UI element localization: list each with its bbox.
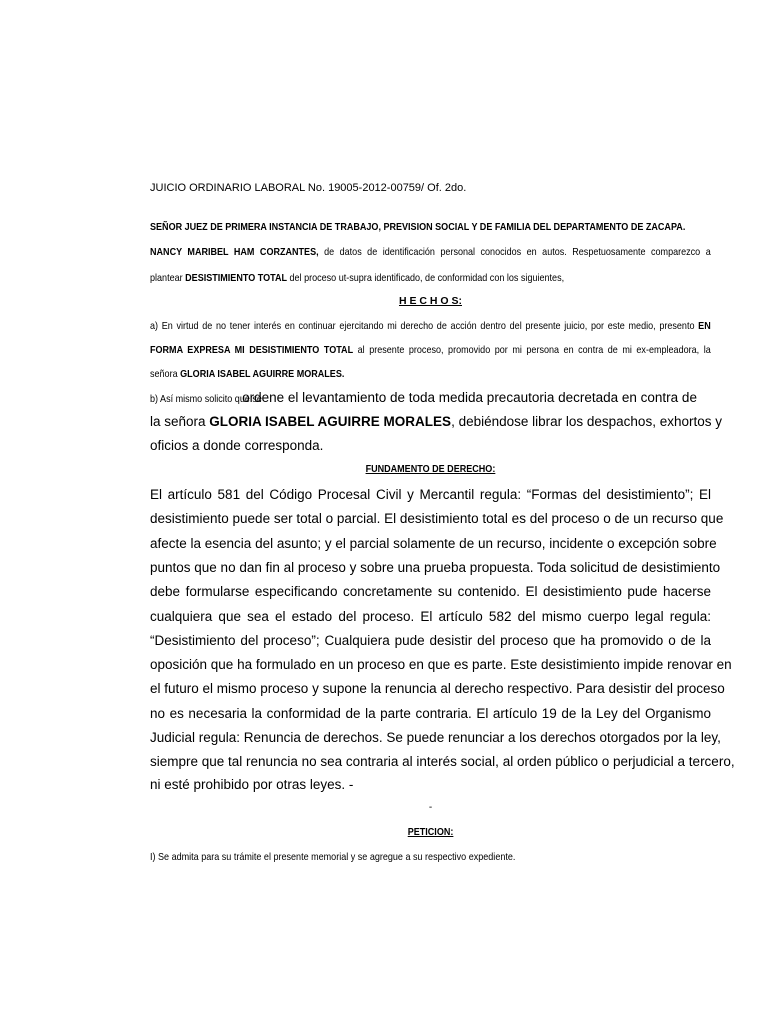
fundamento-line: siempre que tal renuncia no sea contraria al interés social, al orden público o perjudicial a tercero, — [150, 754, 735, 770]
intro-text-2b: del proceso ut-supra identificado, de conformidad con los siguientes, — [287, 272, 565, 284]
hecho-b-line-2 — [150, 414, 722, 429]
fundamento-line: desistimiento puede ser total o parcial. El desistimiento total es del proceso o de un recurso que — [150, 511, 724, 527]
hecho-a-bold-1: EN — [698, 320, 711, 332]
peticion-heading-text: PETICION: — [407, 826, 454, 838]
hechos-heading — [150, 295, 711, 307]
client-name: NANCY MARIBEL HAM CORZANTES, — [150, 246, 319, 258]
fundamento-line: no es necesaria la conformidad de la parte contraria. El artículo 19 de la Ley del Organismo — [150, 705, 711, 721]
hecho-b-text-2a: la señora — [150, 414, 210, 429]
peticion-item-1-text: I) Se admita para su trámite el presente memorial y se agregue a su respectivo expediente. — [150, 851, 516, 863]
fundamento-line: el futuro el mismo proceso y supone la renuncia al derecho respectivo. Para desistir del proceso — [150, 681, 725, 697]
desistimiento-total-label: DESISTIMIENTO TOTAL — [185, 272, 288, 284]
hecho-a-line-1 — [150, 320, 768, 332]
fundamento-line: “Desistimiento del proceso”; Cualquiera pude desistir del proceso que ha promovido o de la — [150, 632, 711, 648]
fundamento-line: Judicial regula: Renuncia de derechos. Se puede renunciar a los derechos otorgados por la ley, — [150, 730, 721, 745]
hecho-b-text-1b: ordene el levantamiento de toda medida precautoria decretada en contra de — [242, 390, 697, 405]
separator-dash: - — [428, 802, 433, 813]
intro-line-2 — [150, 272, 632, 284]
hecho-a-bold-2: FORMA EXPRESA MI DESISTIMIENTO TOTAL — [150, 344, 354, 356]
fundamento-line: El artículo 581 del Código Procesal Civil y Mercantil regula: “Formas del desistimiento”; El — [150, 487, 711, 502]
intro-line-1 — [150, 246, 768, 258]
peticion-heading — [150, 826, 711, 838]
fundamento-heading — [150, 463, 711, 475]
fundamento-line: debe formularse especificando concretamente su contenido. El desistimiento pude hacerse — [150, 584, 711, 600]
fundamento-line: afecte la esencia del asunto; y el parcial solamente de un recurso, incidente o excepción sobre — [150, 535, 717, 551]
fundamento-line: puntos que no dan fin al proceso y sobre una prueba propuesta. Toda solicitud de desistimiento — [150, 559, 721, 575]
defendant-name: GLORIA ISABEL AGUIRRE MORALES. — [180, 368, 345, 380]
hecho-b-defendant: GLORIA ISABEL AGUIRRE MORALES — [209, 414, 452, 429]
addressee-text: SEÑOR JUEZ DE PRIMERA INSTANCIA DE TRABAJO, PREVISION SOCIAL Y DE FAMILIA DEL DEPARTAMENTO DE ZACAPA. — [150, 221, 686, 233]
case-number: JUICIO ORDINARIO LABORAL No. 19005-2012-00759/ Of. 2do. — [150, 182, 467, 194]
hecho-a-text-3: señora — [150, 368, 181, 380]
addressee — [150, 221, 768, 233]
hecho-b-line-1 — [150, 389, 697, 407]
hecho-a-text-2: al presente proceso, promovido por mi persona en contra de mi ex-empleadora, la — [353, 344, 711, 356]
fundamento-line: cualquiera que sea el estado del proceso. El artículo 582 del mismo cuerpo legal regula: — [150, 608, 711, 624]
hecho-b-text-1a: b) Así mismo solicito que se — [150, 393, 262, 405]
hecho-a-line-2 — [150, 344, 768, 356]
hecho-b-line-3: oficios a donde corresponda. — [150, 438, 324, 453]
hechos-heading-text: H E C H O S: — [398, 295, 462, 307]
hecho-b-text-2b: , debiéndose librar los despachos, exhortos y — [451, 414, 722, 429]
intro-text-2a: plantear — [150, 272, 186, 284]
hecho-a-text-1: a) En virtud de no tener interés en continuar ejercitando mi derecho de acción dentro del presente juicio, por este medio, presento — [150, 320, 699, 332]
fundamento-heading-text: FUNDAMENTO DE DERECHO: — [365, 463, 496, 475]
fundamento-last-line: ni esté prohibido por otras leyes. - — [150, 777, 354, 792]
peticion-item-1 — [150, 851, 575, 863]
hecho-a-line-3 — [150, 368, 376, 380]
fundamento-line: oposición que ha formulado en un proceso en que es parte. Este desistimiento impide renovar en — [150, 657, 732, 673]
intro-text-1: de datos de identificación personal conocidos en autos. Respetuosamente comparezco a — [318, 246, 711, 258]
